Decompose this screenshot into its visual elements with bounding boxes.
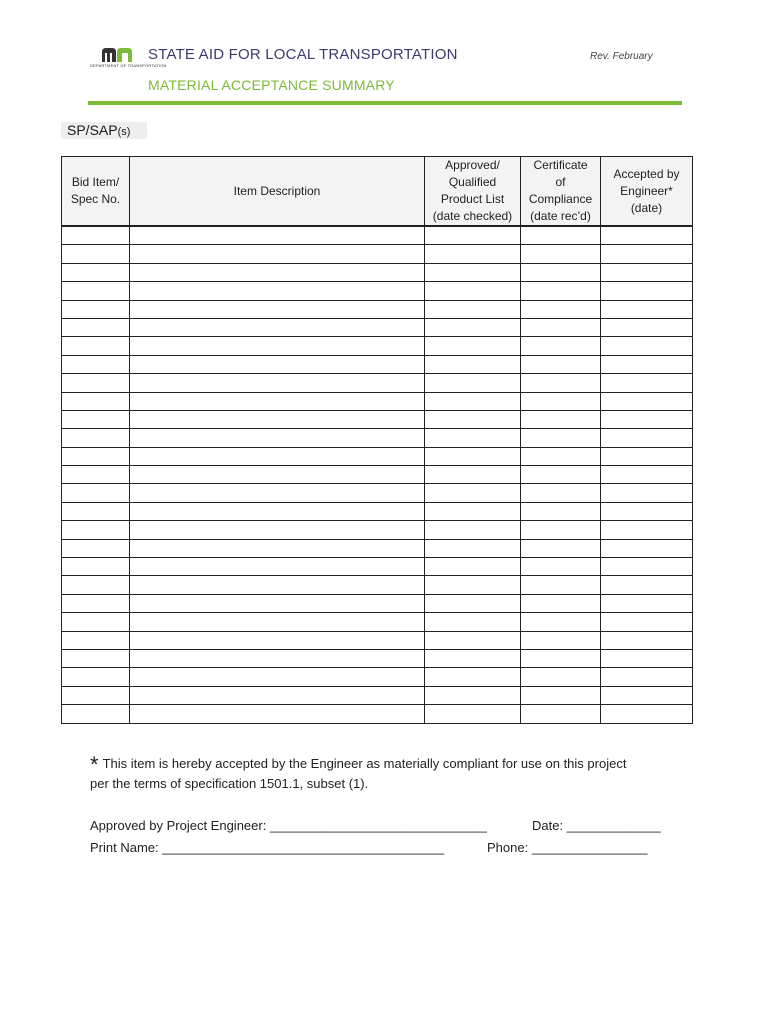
table-cell[interactable] <box>130 263 425 281</box>
table-cell[interactable] <box>425 447 521 465</box>
table-cell[interactable] <box>601 245 693 263</box>
table-cell[interactable] <box>521 263 601 281</box>
table-cell[interactable] <box>130 282 425 300</box>
footnote-line-1: This item is hereby accepted by the Engineer as materially compliant for use on this project <box>102 756 627 771</box>
table-cell[interactable] <box>601 576 693 594</box>
table-row <box>62 613 693 631</box>
table-cell[interactable] <box>130 576 425 594</box>
table-row <box>62 282 693 300</box>
approved-by-field[interactable]: Approved by Project Engineer: ______________________________ <box>90 818 487 833</box>
table-row <box>62 668 693 686</box>
table-cell[interactable] <box>130 245 425 263</box>
table-cell[interactable] <box>425 686 521 704</box>
table-cell[interactable] <box>130 631 425 649</box>
table-cell[interactable] <box>130 374 425 392</box>
table-cell[interactable] <box>62 392 130 410</box>
table-cell[interactable] <box>521 374 601 392</box>
table-cell[interactable] <box>62 631 130 649</box>
table-cell[interactable] <box>425 649 521 667</box>
table-cell[interactable] <box>521 558 601 576</box>
table-cell[interactable] <box>521 355 601 373</box>
table-cell[interactable] <box>425 539 521 557</box>
table-row <box>62 337 693 355</box>
table-cell[interactable] <box>425 613 521 631</box>
table-cell[interactable] <box>601 410 693 428</box>
table-cell[interactable] <box>62 263 130 281</box>
table-cell[interactable] <box>601 705 693 723</box>
table-row <box>62 558 693 576</box>
table-cell[interactable] <box>62 686 130 704</box>
table-cell[interactable] <box>425 337 521 355</box>
table-cell[interactable] <box>425 521 521 539</box>
table-cell[interactable] <box>521 337 601 355</box>
table-cell[interactable] <box>62 355 130 373</box>
table-cell[interactable] <box>601 337 693 355</box>
table-cell[interactable] <box>62 226 130 245</box>
table-cell[interactable] <box>130 521 425 539</box>
table-cell[interactable] <box>425 374 521 392</box>
table-cell[interactable] <box>601 300 693 318</box>
table-cell[interactable] <box>425 558 521 576</box>
table-cell[interactable] <box>521 576 601 594</box>
table-row <box>62 263 693 281</box>
table-cell[interactable] <box>425 282 521 300</box>
table-row <box>62 539 693 557</box>
table-cell[interactable] <box>62 613 130 631</box>
table-cell[interactable] <box>601 558 693 576</box>
form-subtitle: MATERIAL ACCEPTANCE SUMMARY <box>148 77 395 93</box>
sp-sap-suffix: (s) <box>117 126 131 138</box>
table-cell[interactable] <box>425 226 521 245</box>
table-cell[interactable] <box>62 410 130 428</box>
form-title: STATE AID FOR LOCAL TRANSPORTATION <box>148 46 458 63</box>
table-cell[interactable] <box>130 429 425 447</box>
table-cell[interactable] <box>601 226 693 245</box>
table-cell[interactable] <box>601 374 693 392</box>
table-row <box>62 392 693 410</box>
table-cell[interactable] <box>425 263 521 281</box>
sp-sap-field[interactable] <box>61 122 147 139</box>
table-cell[interactable] <box>130 318 425 336</box>
table-cell[interactable] <box>130 686 425 704</box>
table-cell[interactable] <box>425 466 521 484</box>
table-cell[interactable] <box>62 282 130 300</box>
table-cell[interactable] <box>521 318 601 336</box>
table-cell[interactable] <box>521 300 601 318</box>
table-cell[interactable] <box>601 521 693 539</box>
logo-subtext: DEPARTMENT OF TRANSPORTATION <box>90 63 167 68</box>
table-cell[interactable] <box>62 521 130 539</box>
table-cell[interactable] <box>521 539 601 557</box>
table-cell[interactable] <box>521 502 601 520</box>
table-cell[interactable] <box>130 539 425 557</box>
table-cell[interactable] <box>62 502 130 520</box>
table-cell[interactable] <box>62 484 130 502</box>
table-cell[interactable] <box>521 686 601 704</box>
mn-logo-icon <box>102 48 132 62</box>
table-row <box>62 502 693 520</box>
table-cell[interactable] <box>425 429 521 447</box>
table-cell[interactable] <box>521 429 601 447</box>
table-row <box>62 705 693 723</box>
table-row <box>62 410 693 428</box>
table-row <box>62 631 693 649</box>
phone-field[interactable]: Phone: ________________ <box>487 840 648 855</box>
table-cell[interactable] <box>425 410 521 428</box>
table-cell[interactable] <box>130 594 425 612</box>
table-cell[interactable] <box>62 668 130 686</box>
table-cell[interactable] <box>521 392 601 410</box>
header-line: (date rec’d) <box>530 209 591 223</box>
header-line: Bid Item/ <box>71 175 120 189</box>
header-divider <box>88 101 682 105</box>
mndot-logo <box>90 48 167 76</box>
table-cell[interactable] <box>62 447 130 465</box>
header-line: Qualified <box>448 175 497 189</box>
table-cell[interactable] <box>601 649 693 667</box>
date-field[interactable]: Date: _____________ <box>532 818 661 833</box>
table-row <box>62 245 693 263</box>
approval-line <box>90 818 661 833</box>
table-cell[interactable] <box>601 686 693 704</box>
table-cell[interactable] <box>601 613 693 631</box>
certificate-header <box>521 157 601 227</box>
table-cell[interactable] <box>521 245 601 263</box>
table-cell[interactable] <box>130 649 425 667</box>
table-cell[interactable] <box>601 594 693 612</box>
table-cell[interactable] <box>130 226 425 245</box>
table-row <box>62 466 693 484</box>
table-cell[interactable] <box>601 429 693 447</box>
table-row <box>62 576 693 594</box>
table-cell[interactable] <box>601 282 693 300</box>
table-row <box>62 300 693 318</box>
table-row <box>62 484 693 502</box>
table-cell[interactable] <box>130 300 425 318</box>
table-cell[interactable] <box>62 245 130 263</box>
table-cell[interactable] <box>425 245 521 263</box>
table-cell[interactable] <box>521 594 601 612</box>
table-cell[interactable] <box>62 300 130 318</box>
table-cell[interactable] <box>601 668 693 686</box>
accepted-by-header <box>601 157 693 227</box>
table-cell[interactable] <box>601 484 693 502</box>
table-cell[interactable] <box>425 392 521 410</box>
item-description-header <box>130 157 425 227</box>
header-line: Compliance <box>528 192 593 206</box>
header-line: Engineer* <box>620 183 673 198</box>
table-row <box>62 521 693 539</box>
table-cell[interactable] <box>130 484 425 502</box>
table-cell[interactable] <box>521 631 601 649</box>
table-cell[interactable] <box>425 484 521 502</box>
table-cell[interactable] <box>130 410 425 428</box>
table-cell[interactable] <box>130 466 425 484</box>
table-cell[interactable] <box>130 613 425 631</box>
table-row <box>62 649 693 667</box>
table-cell[interactable] <box>521 649 601 667</box>
table-row <box>62 594 693 612</box>
table-cell[interactable] <box>62 576 130 594</box>
table-cell[interactable] <box>521 613 601 631</box>
table-cell[interactable] <box>425 355 521 373</box>
table-cell[interactable] <box>62 429 130 447</box>
table-cell[interactable] <box>425 594 521 612</box>
table-cell[interactable] <box>62 466 130 484</box>
table-row <box>62 447 693 465</box>
footnote-line-2: per the terms of specification 1501.1, subset (1). <box>90 776 369 791</box>
print-name-field[interactable]: Print Name: _______________________________________ <box>90 840 445 855</box>
table-header-row <box>62 157 693 227</box>
table-cell[interactable] <box>425 705 521 723</box>
header-line: Item Description <box>233 183 321 198</box>
header-line: Spec No. <box>70 192 121 206</box>
table-cell[interactable] <box>601 355 693 373</box>
table-cell[interactable] <box>130 558 425 576</box>
header-line: Approved/ <box>445 158 500 172</box>
footnote <box>90 754 690 793</box>
table-cell[interactable] <box>601 502 693 520</box>
footnote-star: * <box>90 752 99 777</box>
approved-list-header <box>425 157 521 227</box>
acceptance-table <box>61 156 693 724</box>
header-line: Product List <box>440 192 505 206</box>
table-cell[interactable] <box>521 466 601 484</box>
table-cell[interactable] <box>601 263 693 281</box>
table-cell[interactable] <box>521 410 601 428</box>
table-cell[interactable] <box>130 355 425 373</box>
table-row <box>62 374 693 392</box>
table-cell[interactable] <box>425 668 521 686</box>
header-line: Certificate <box>533 158 588 172</box>
table-cell[interactable] <box>62 374 130 392</box>
bid-item-header <box>62 157 130 227</box>
table-cell[interactable] <box>521 521 601 539</box>
table-cell[interactable] <box>601 466 693 484</box>
table-row <box>62 318 693 336</box>
table-cell[interactable] <box>130 447 425 465</box>
table-cell[interactable] <box>425 631 521 649</box>
revision-note: Rev. February <box>590 51 653 62</box>
table-cell[interactable] <box>62 337 130 355</box>
table-cell[interactable] <box>521 484 601 502</box>
table-cell[interactable] <box>601 631 693 649</box>
table-cell[interactable] <box>425 300 521 318</box>
table-row <box>62 226 693 245</box>
table-cell[interactable] <box>521 668 601 686</box>
table-cell[interactable] <box>601 539 693 557</box>
header-line: (date) <box>630 200 663 215</box>
table-cell[interactable] <box>601 392 693 410</box>
table-cell[interactable] <box>130 668 425 686</box>
table-cell[interactable] <box>425 576 521 594</box>
sp-sap-label: SP/SAP <box>67 122 118 138</box>
table-row <box>62 355 693 373</box>
table-row <box>62 686 693 704</box>
table-cell[interactable] <box>601 318 693 336</box>
table-cell[interactable] <box>130 392 425 410</box>
table-cell[interactable] <box>130 705 425 723</box>
table-cell[interactable] <box>521 282 601 300</box>
table-cell[interactable] <box>62 649 130 667</box>
table-cell[interactable] <box>62 318 130 336</box>
table-cell[interactable] <box>521 226 601 245</box>
table-cell[interactable] <box>62 705 130 723</box>
table-cell[interactable] <box>521 447 601 465</box>
table-cell[interactable] <box>62 539 130 557</box>
table-cell[interactable] <box>601 447 693 465</box>
table-row <box>62 429 693 447</box>
header-line: Accepted by <box>613 166 680 181</box>
table-cell[interactable] <box>425 502 521 520</box>
header-line: (date checked) <box>432 209 513 223</box>
table-cell[interactable] <box>425 318 521 336</box>
table-cell[interactable] <box>62 558 130 576</box>
table-cell[interactable] <box>130 502 425 520</box>
header-line: of <box>555 175 566 189</box>
table-cell[interactable] <box>130 337 425 355</box>
table-cell[interactable] <box>521 705 601 723</box>
print-line <box>90 840 648 855</box>
table-cell[interactable] <box>62 594 130 612</box>
